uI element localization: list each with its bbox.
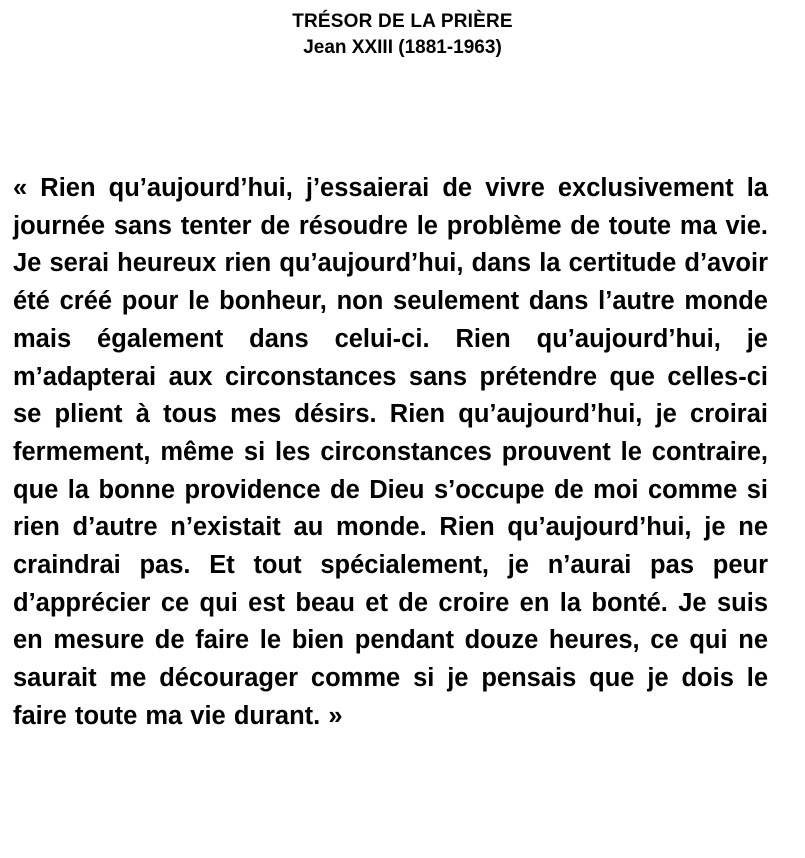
document-title: TRÉSOR DE LA PRIÈRE [292, 11, 513, 32]
document-header [0, 9, 805, 61]
quote-paragraph: « Rien qu’aujourd’hui, j’essaierai de vivre exclusivement la journée sans tenter de résoudre le problème de toute ma vie. Je serai heureux rien qu’aujourd’hui, dans la certitude d’avoir été créé pour le bonheur, non seulement dans l’autre monde mais également dans celui-ci. Rien qu’aujourd’hui, je m’adapterai aux circonstances sans prétendre que celles-ci se plient à tous mes désirs. Rien qu’aujourd’hui, je croirai fermement, même si les circonstances prouvent le contraire, que la bonne providence de Dieu s’occupe de moi comme si rien d’autre n’existait au monde. Rien qu’aujourd’hui, je ne craindrai pas. Et tout spécialement, je n’aurai pas peur d’apprécier ce qui est beau et de croire en la bonté. Je suis en mesure de faire le bien pendant douze heures, ce qui ne saurait me décourager comme si je pensais que je dois le faire toute ma vie durant. » [13, 174, 768, 730]
document-author: Jean XXIII (1881-1963) [303, 37, 502, 58]
